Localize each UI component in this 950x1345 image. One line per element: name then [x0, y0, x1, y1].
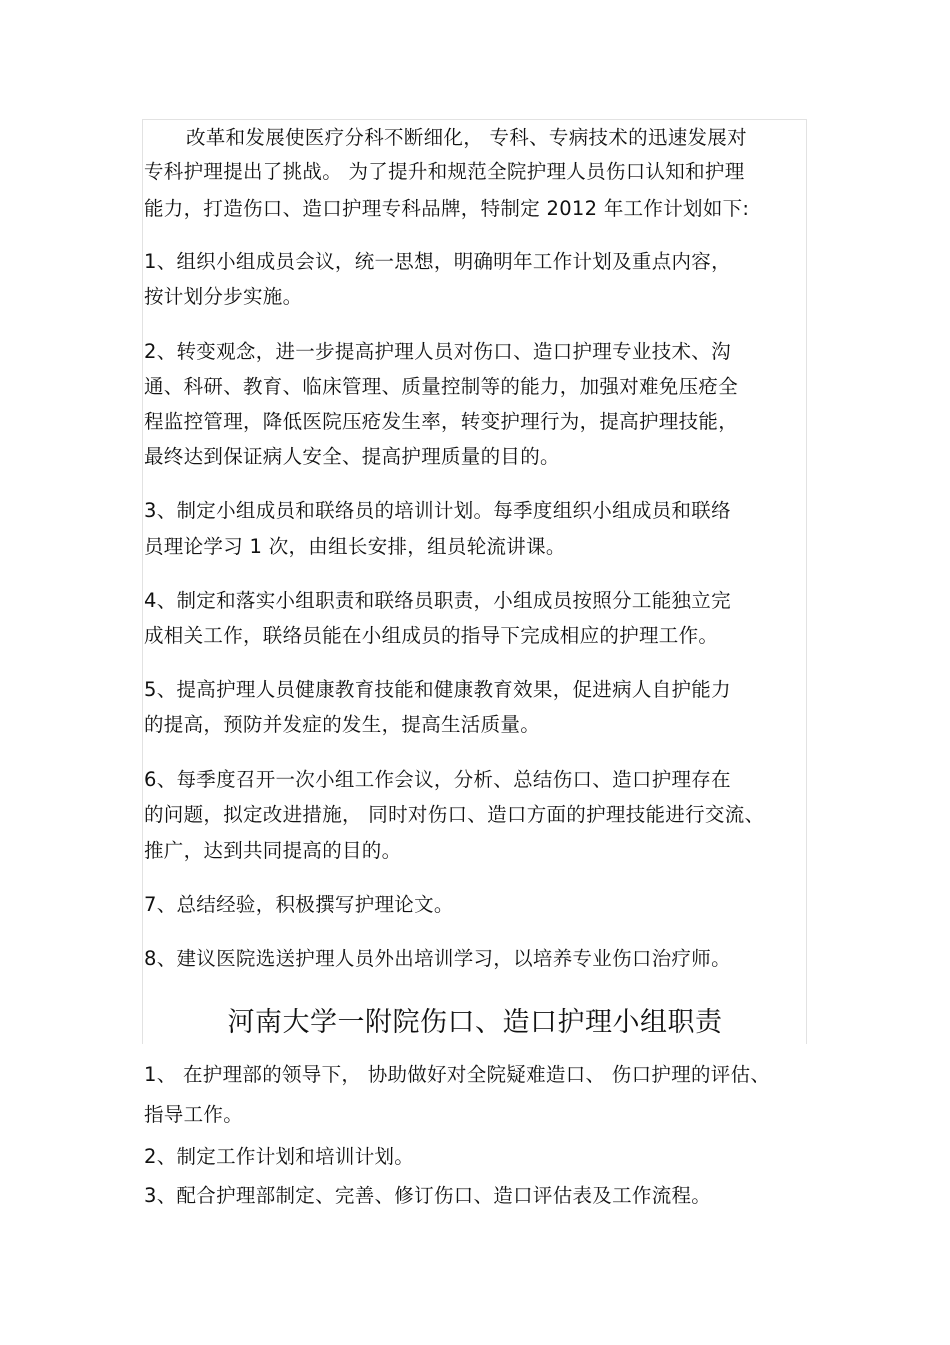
frame-border-top [142, 119, 806, 120]
plan-item-line: 1、组织小组成员会议，统一思想，明确明年工作计划及重点内容， [144, 250, 731, 273]
plan-item-line: 按计划分步实施。 [144, 285, 303, 308]
plan-item-line: 的问题，拟定改进措施， 同时对伤口、造口方面的护理技能进行交流、 [144, 803, 765, 826]
plan-item-line: 2、转变观念，进一步提高护理人员对伤口、造口护理专业技术、沟 [144, 340, 731, 363]
intro-line: 能力，打造伤口、造口护理专科品牌，特制定 2012 年工作计划如下: [144, 197, 750, 220]
duty-item-line: 1、 在护理部的领导下， 协助做好对全院疑难造口、 伤口护理的评估、 [144, 1063, 771, 1086]
plan-item-line: 7、总结经验，积极撰写护理论文。 [144, 893, 454, 916]
intro-line: 改革和发展使医疗分科不断细化， 专科、专病技术的迅速发展对 [186, 126, 747, 149]
plan-item-line: 员理论学习 1 次，由组长安排，组员轮流讲课。 [144, 535, 566, 558]
section-title: 河南大学一附院伤口、造口护理小组职责 [227, 1007, 723, 1038]
plan-item-line: 程监控管理，降低医院压疮发生率，转变护理行为，提高护理技能， [144, 410, 739, 433]
plan-item-line: 4、制定和落实小组职责和联络员职责，小组成员按照分工能独立完 [144, 589, 731, 612]
plan-item-line: 最终达到保证病人安全、提高护理质量的目的。 [144, 445, 560, 468]
plan-item-line: 通、科研、教育、临床管理、质量控制等的能力，加强对难免压疮全 [144, 375, 739, 398]
intro-line: 专科护理提出了挑战。 为了提升和规范全院护理人员伤口认知和护理 [144, 160, 745, 183]
plan-item-line: 6、每季度召开一次小组工作会议，分析、总结伤口、造口护理存在 [144, 768, 731, 791]
plan-item-line: 的提高，预防并发症的发生，提高生活质量。 [144, 713, 541, 736]
frame-border-left [142, 119, 143, 1044]
plan-item-line: 8、建议医院选送护理人员外出培训学习，以培养专业伤口治疗师。 [144, 947, 731, 970]
duty-item-line: 指导工作。 [144, 1103, 244, 1126]
plan-item-line: 推广，达到共同提高的目的。 [144, 839, 402, 862]
plan-item-line: 5、提高护理人员健康教育技能和健康教育效果，促进病人自护能力 [144, 678, 731, 701]
frame-border-right [806, 119, 807, 1044]
duty-item-line: 3、配合护理部制定、完善、修订伤口、造口评估表及工作流程。 [144, 1184, 712, 1207]
plan-item-line: 成相关工作，联络员能在小组成员的指导下完成相应的护理工作。 [144, 624, 719, 647]
plan-item-line: 3、制定小组成员和联络员的培训计划。每季度组织小组成员和联络 [144, 499, 731, 522]
duty-item-line: 2、制定工作计划和培训计划。 [144, 1145, 415, 1168]
